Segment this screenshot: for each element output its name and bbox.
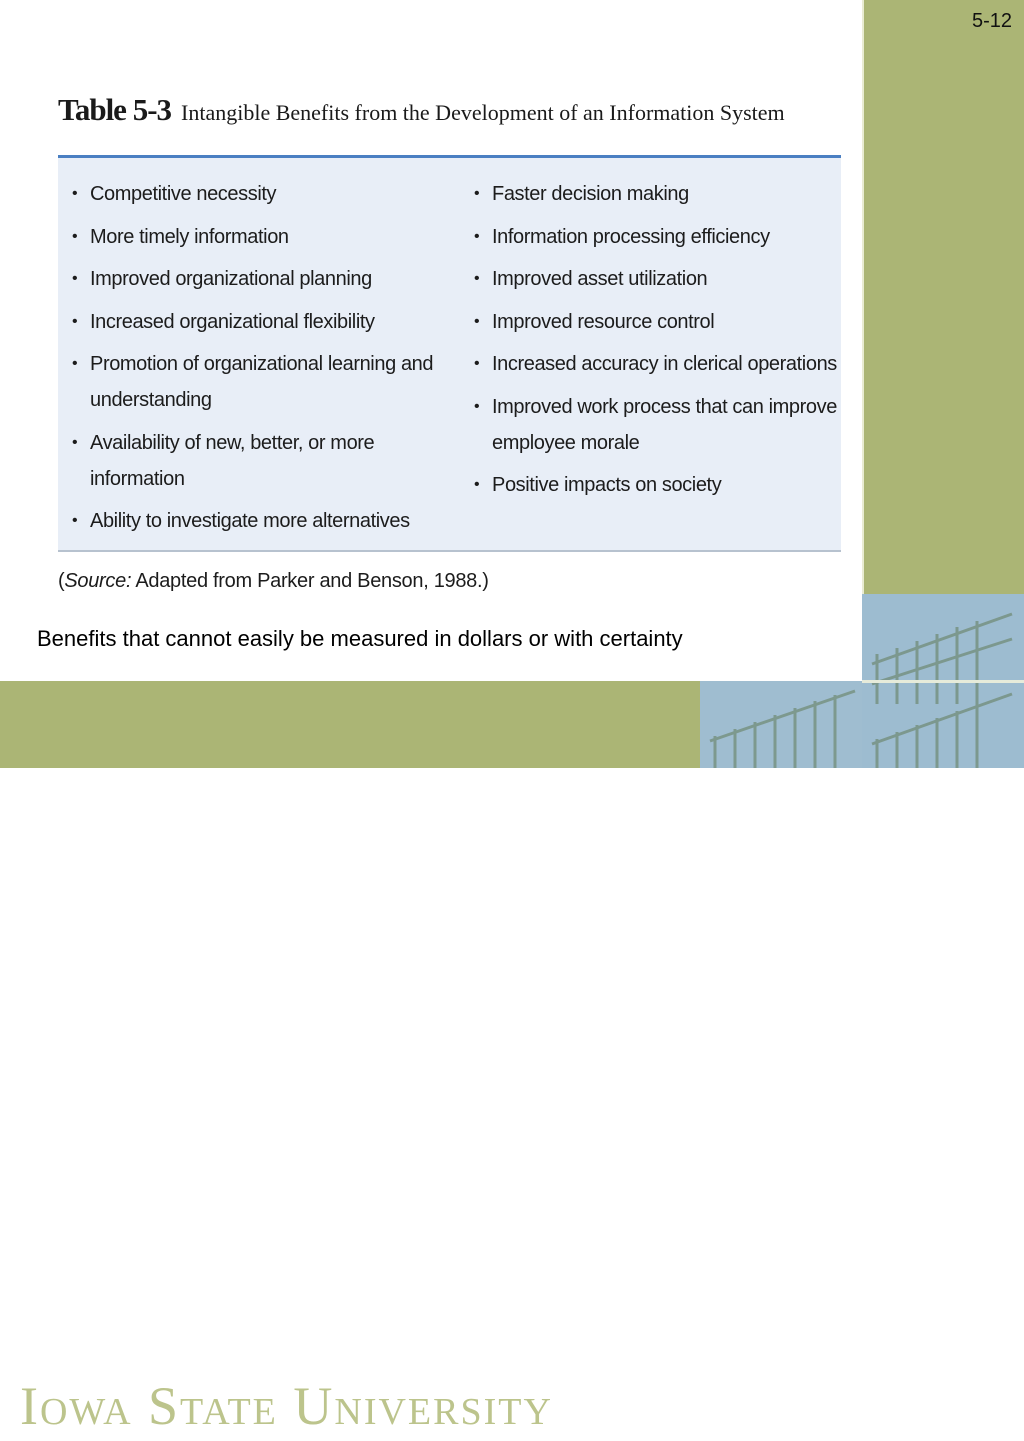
- list-item: • Improved work process that can improve employee morale: [472, 389, 837, 461]
- left-benefits-list: [70, 176, 460, 539]
- bullet-icon: •: [474, 355, 480, 372]
- list-item: • Ability to investigate more alternatives: [70, 503, 460, 539]
- bullet-icon: •: [72, 355, 78, 372]
- list-item: • Promotion of organizational learning and understanding: [70, 346, 460, 418]
- bullet-icon: •: [72, 227, 78, 245]
- bullet-icon: •: [72, 312, 78, 330]
- bullet-icon: •: [72, 433, 78, 451]
- university-wordmark: Iowa State University: [20, 1376, 553, 1436]
- bullet-icon: •: [474, 270, 480, 287]
- right-column: [472, 176, 837, 510]
- bullet-icon: •: [72, 185, 78, 202]
- list-item: • Improved organizational planning: [70, 261, 460, 297]
- list-item: • Increased accuracy in clerical operations: [472, 346, 837, 382]
- table-label: Table 5-3: [58, 92, 172, 127]
- slide-number: 5-12: [971, 10, 1012, 32]
- list-item: • Increased organizational flexibility: [70, 304, 460, 340]
- list-item: • Faster decision making: [472, 176, 837, 212]
- list-item: • Competitive necessity: [70, 176, 460, 212]
- campus-photo: [862, 594, 1024, 768]
- bullet-icon: •: [474, 185, 480, 202]
- table-title: [58, 92, 848, 128]
- list-item: • Improved asset utilization: [472, 261, 837, 297]
- table-caption: Intangible Benefits from the Development of an Information System: [181, 100, 785, 125]
- list-item: • Information processing efficiency: [472, 219, 837, 255]
- bullet-icon: •: [474, 312, 480, 330]
- bullet-icon: •: [72, 270, 78, 287]
- left-column: [70, 176, 460, 546]
- footer-building-image: [700, 681, 862, 768]
- list-item: • Availability of new, better, or more information: [70, 425, 460, 497]
- source-text: Adapted from Parker and Benson, 1988.): [131, 570, 489, 592]
- footer-photo: [700, 681, 862, 768]
- bullet-icon: •: [474, 397, 480, 415]
- bullet-icon: •: [72, 512, 78, 529]
- table-source: (Source: Adapted from Parker and Benson, 1988.): [58, 570, 489, 592]
- list-item: • Improved resource control: [472, 304, 837, 340]
- bullet-icon: •: [474, 227, 480, 245]
- list-item: • Positive impacts on society: [472, 467, 837, 503]
- bullet-icon: •: [474, 476, 480, 493]
- source-label: Source:: [64, 570, 132, 592]
- campus-building-image: [862, 594, 1024, 768]
- right-benefits-list: [472, 176, 837, 503]
- list-item: • More timely information: [70, 219, 460, 255]
- benefits-table: [58, 155, 841, 552]
- slide-caption: Benefits that cannot easily be measured in dollars or with certainty: [37, 626, 683, 651]
